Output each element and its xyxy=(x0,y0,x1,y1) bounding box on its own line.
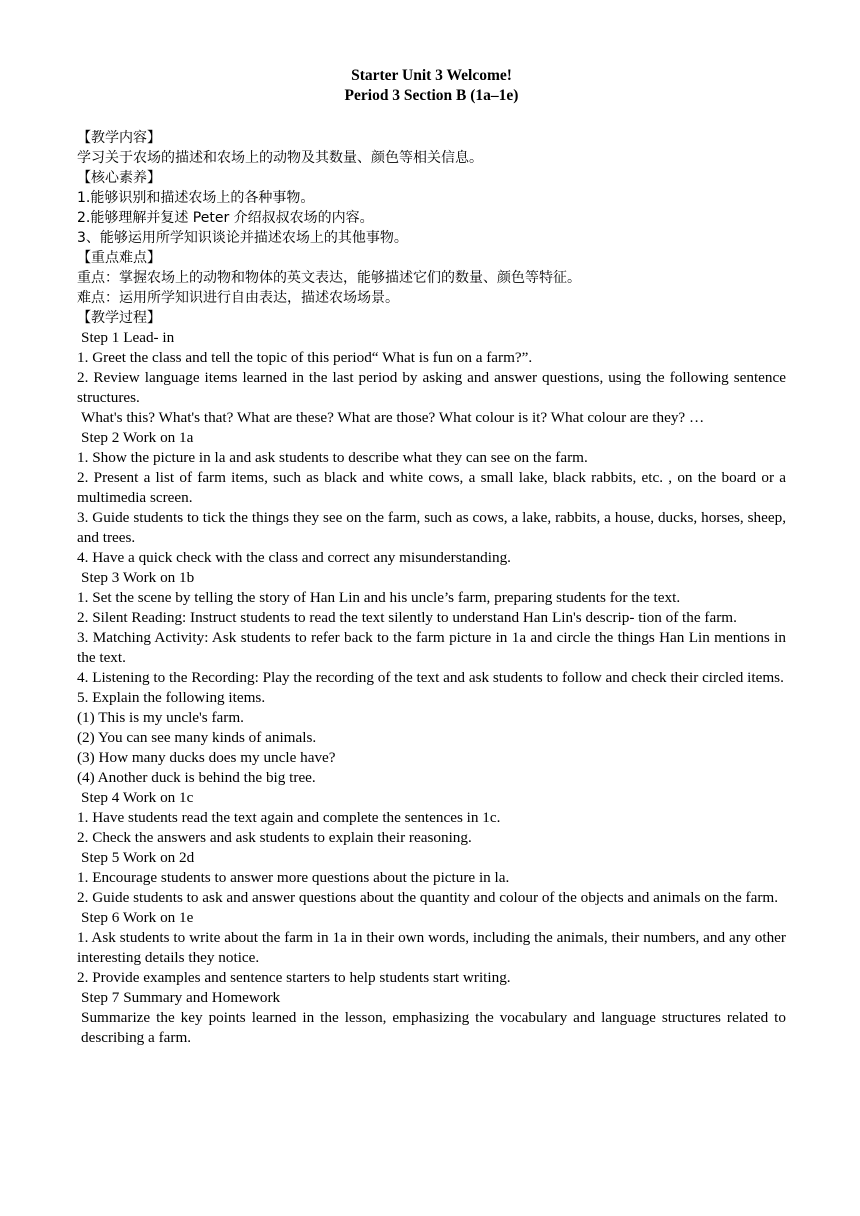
step-item: 1. Ask students to write about the farm in 1a in their own words, including the animals, their numbers, and any other interesting details they notice. xyxy=(77,929,786,966)
step-item: 4. Have a quick check with the class and correct any misunderstanding. xyxy=(77,549,511,566)
document-page xyxy=(77,66,786,1048)
step-item: 1. Encourage students to answer more questions about the picture in la. xyxy=(77,869,510,886)
step-item: 4. Listening to the Recording: Play the recording of the text and ask students to follow and check their circled items. xyxy=(77,669,784,686)
step-item: 5. Explain the following items. xyxy=(77,689,266,706)
document-title-line2: Period 3 Section B (1a–1e) xyxy=(344,87,519,104)
section-heading-process: 【教学过程】 xyxy=(77,310,161,326)
step-item: 1. Show the picture in la and ask students to describe what they can see on the farm. xyxy=(77,449,588,466)
keypoints-focus: 重点：掌握农场上的动物和物体的英文表达，能够描述它们的数量、颜色等特征。 xyxy=(77,270,581,286)
section-heading-content: 【教学内容】 xyxy=(77,130,161,146)
step-item: 1. Have students read the text again and complete the sentences in 1c. xyxy=(77,809,501,826)
literacy-item: 1.能够识别和描述农场上的各种事物。 xyxy=(77,190,315,206)
step-item: 1. Greet the class and tell the topic of this period“ What is fun on a farm?”. xyxy=(77,349,533,366)
literacy-item: 2.能够理解并复述 Peter 介绍叔叔农场的内容。 xyxy=(77,210,374,226)
step-item: (1) This is my uncle's farm. xyxy=(77,709,244,726)
step-item: (2) You can see many kinds of animals. xyxy=(77,729,317,746)
document-title-line1: Starter Unit 3 Welcome! xyxy=(351,67,512,84)
step-item: (3) How many ducks does my uncle have? xyxy=(77,749,336,766)
step-item: 2. Silent Reading: Instruct students to read the text silently to understand Han Lin's descrip- tion of the farm. xyxy=(77,609,737,626)
step-item: 2. Check the answers and ask students to explain their reasoning. xyxy=(77,829,472,846)
step-title: Step 1 Lead- in xyxy=(81,329,175,346)
spacer xyxy=(77,106,786,128)
step-item: Summarize the key points learned in the lesson, emphasizing the vocabulary and language structures related to describing a farm. xyxy=(81,1009,786,1046)
step-item: 2. Review language items learned in the last period by asking and answer questions, using the following sentence structures. xyxy=(77,369,786,406)
literacy-item: 3、能够运用所学知识谈论并描述农场上的其他事物。 xyxy=(77,230,408,246)
content-text: 学习关于农场的描述和农场上的动物及其数量、颜色等相关信息。 xyxy=(77,150,483,166)
section-heading-keypoints: 【重点难点】 xyxy=(77,250,161,266)
step-item: What's this? What's that? What are these? What are those? What colour is it? What colour are they? … xyxy=(81,409,705,426)
step-item: 1. Set the scene by telling the story of Han Lin and his uncle’s farm, preparing students for the text. xyxy=(77,589,681,606)
step-item: 2. Guide students to ask and answer questions about the quantity and colour of the objects and animals on the farm. xyxy=(77,889,778,906)
step-title: Step 7 Summary and Homework xyxy=(81,989,281,1006)
step-title: Step 5 Work on 2d xyxy=(81,849,195,866)
step-item: 3. Guide students to tick the things they see on the farm, such as cows, a lake, rabbits, a house, ducks, horses, sheep, and trees. xyxy=(77,509,786,546)
section-heading-literacy: 【核心素养】 xyxy=(77,170,161,186)
keypoints-difficulty: 难点：运用所学知识进行自由表达，描述农场场景。 xyxy=(77,290,399,306)
step-title: Step 2 Work on 1a xyxy=(81,429,194,446)
step-item: (4) Another duck is behind the big tree. xyxy=(77,769,316,786)
step-title: Step 4 Work on 1c xyxy=(81,789,194,806)
step-title: Step 3 Work on 1b xyxy=(81,569,195,586)
step-item: 2. Provide examples and sentence starters to help students start writing. xyxy=(77,969,511,986)
step-item: 2. Present a list of farm items, such as black and white cows, a small lake, black rabbits, etc. , on the board or a multimedia screen. xyxy=(77,469,786,506)
step-item: 3. Matching Activity: Ask students to refer back to the farm picture in 1a and circle the things Han Lin mentions in the text. xyxy=(77,629,786,666)
step-title: Step 6 Work on 1e xyxy=(81,909,194,926)
